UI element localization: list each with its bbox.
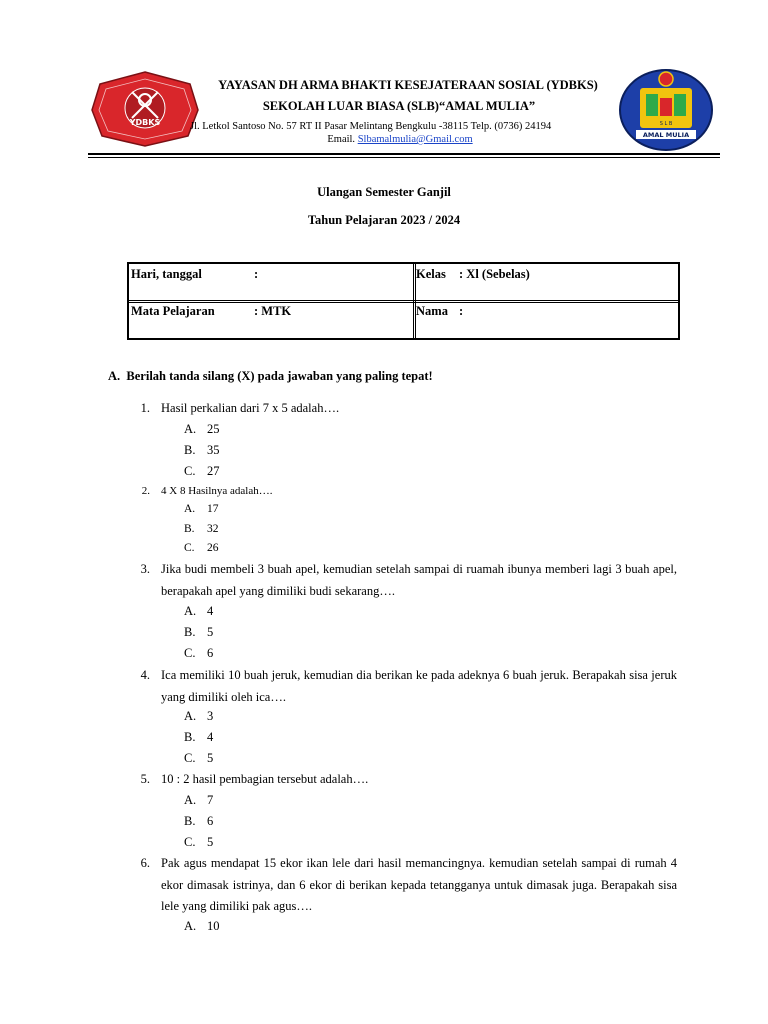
answer-option[interactable]: C. 5: [184, 751, 214, 765]
day-value: :: [254, 267, 259, 281]
question-number: 4.: [140, 668, 150, 682]
exam-title: Ulangan Semester Ganjil: [317, 185, 451, 199]
question-number: 1.: [140, 401, 150, 415]
answer-option[interactable]: C. 26: [184, 542, 219, 554]
question-number: 3.: [140, 562, 150, 576]
answer-option[interactable]: A. 25: [184, 422, 220, 436]
academic-year: Tahun Pelajaran 2023 / 2024: [307, 213, 461, 227]
question-number: 5.: [140, 772, 150, 786]
question-text: 10 : 2 hasil pembagian tersebut adalah….: [161, 772, 369, 786]
class-value: : Xl (Sebelas): [459, 267, 530, 281]
email-link[interactable]: Slbamalmulia@Gmail.com: [357, 134, 473, 145]
question-text: Jika budi membeli 3 buah apel, kemudian setelah sampai di ruamah ibunya memberi lagi 3 buah apel, berapakah apel yang dimiliki budi sekarang….: [161, 562, 677, 598]
answer-option[interactable]: C. 5: [184, 835, 214, 849]
question-text: Pak agus mendapat 15 ekor ikan lele dari hasil memancingnya. kemudian setelah sampai di rumah 4 ekor dimasak istrinya, dan 6 ekor di berikan kepada tetangganya untuk dimasak juga. Berapakah sisa lele yang dimiliki pak agus….: [161, 856, 677, 913]
question-text: Hasil perkalian dari 7 x 5 adalah….: [161, 401, 340, 415]
answer-option[interactable]: B. 35: [184, 443, 220, 457]
ydbks-logo-text: YDBKS: [129, 118, 161, 127]
header-rule-thin: [88, 157, 720, 158]
answer-option[interactable]: A. 3: [184, 709, 214, 723]
subject-value: : MTK: [254, 304, 292, 318]
school-email-line: [0, 134, 768, 145]
school-address: Jl. Letkol Santoso No. 57 RT II Pasar Melintang Bengkulu -38115 Telp. (0736) 24194: [190, 121, 552, 132]
answer-option[interactable]: C. 27: [184, 464, 220, 478]
foundation-name: YAYASAN DH ARMA BHAKTI KESEJATERAAN SOSIAL (YDBKS): [218, 78, 598, 92]
answer-option[interactable]: B. 6: [184, 814, 214, 828]
question-number: 2.: [141, 485, 150, 497]
email-label: Email.: [327, 134, 356, 145]
question-text: 4 X 8 Hasilnya adalah….: [161, 485, 273, 497]
subject-label: Mata Pelajaran: [131, 304, 215, 318]
student-info-table: [127, 262, 680, 340]
school-name: SEKOLAH LUAR BIASA (SLB)“AMAL MULIA”: [262, 99, 536, 113]
answer-option[interactable]: A. 17: [184, 503, 219, 515]
slb-logo-small-text: S L B: [659, 121, 673, 127]
answer-option[interactable]: A. 10: [184, 919, 220, 933]
slb-logo-text: AMAL MULIA: [642, 131, 690, 139]
question-number: 6.: [140, 856, 150, 870]
name-value: :: [459, 304, 464, 318]
answer-option[interactable]: A. 7: [184, 793, 214, 807]
answer-option[interactable]: B. 5: [184, 625, 214, 639]
answer-option[interactable]: A. 4: [184, 604, 214, 618]
answer-option[interactable]: B. 4: [184, 730, 214, 744]
class-label: Kelas: [416, 267, 446, 281]
answer-option[interactable]: C. 6: [184, 646, 214, 660]
day-label: Hari, tanggal: [131, 267, 202, 281]
answer-option[interactable]: B. 32: [184, 523, 219, 535]
name-label: Nama: [416, 304, 448, 318]
section-instruction: Berilah tanda silang (X) pada jawaban yang paling tepat!: [126, 369, 433, 383]
section-heading: [108, 369, 433, 384]
header-rule-thick: [88, 153, 720, 155]
question-text: Ica memiliki 10 buah jeruk, kemudian dia berikan ke pada adeknya 6 buah jeruk. Berapakah sisa jeruk yang dimiliki oleh ica….: [161, 668, 677, 704]
section-label: A.: [108, 369, 121, 383]
table-divider-horizontal: [129, 300, 678, 303]
